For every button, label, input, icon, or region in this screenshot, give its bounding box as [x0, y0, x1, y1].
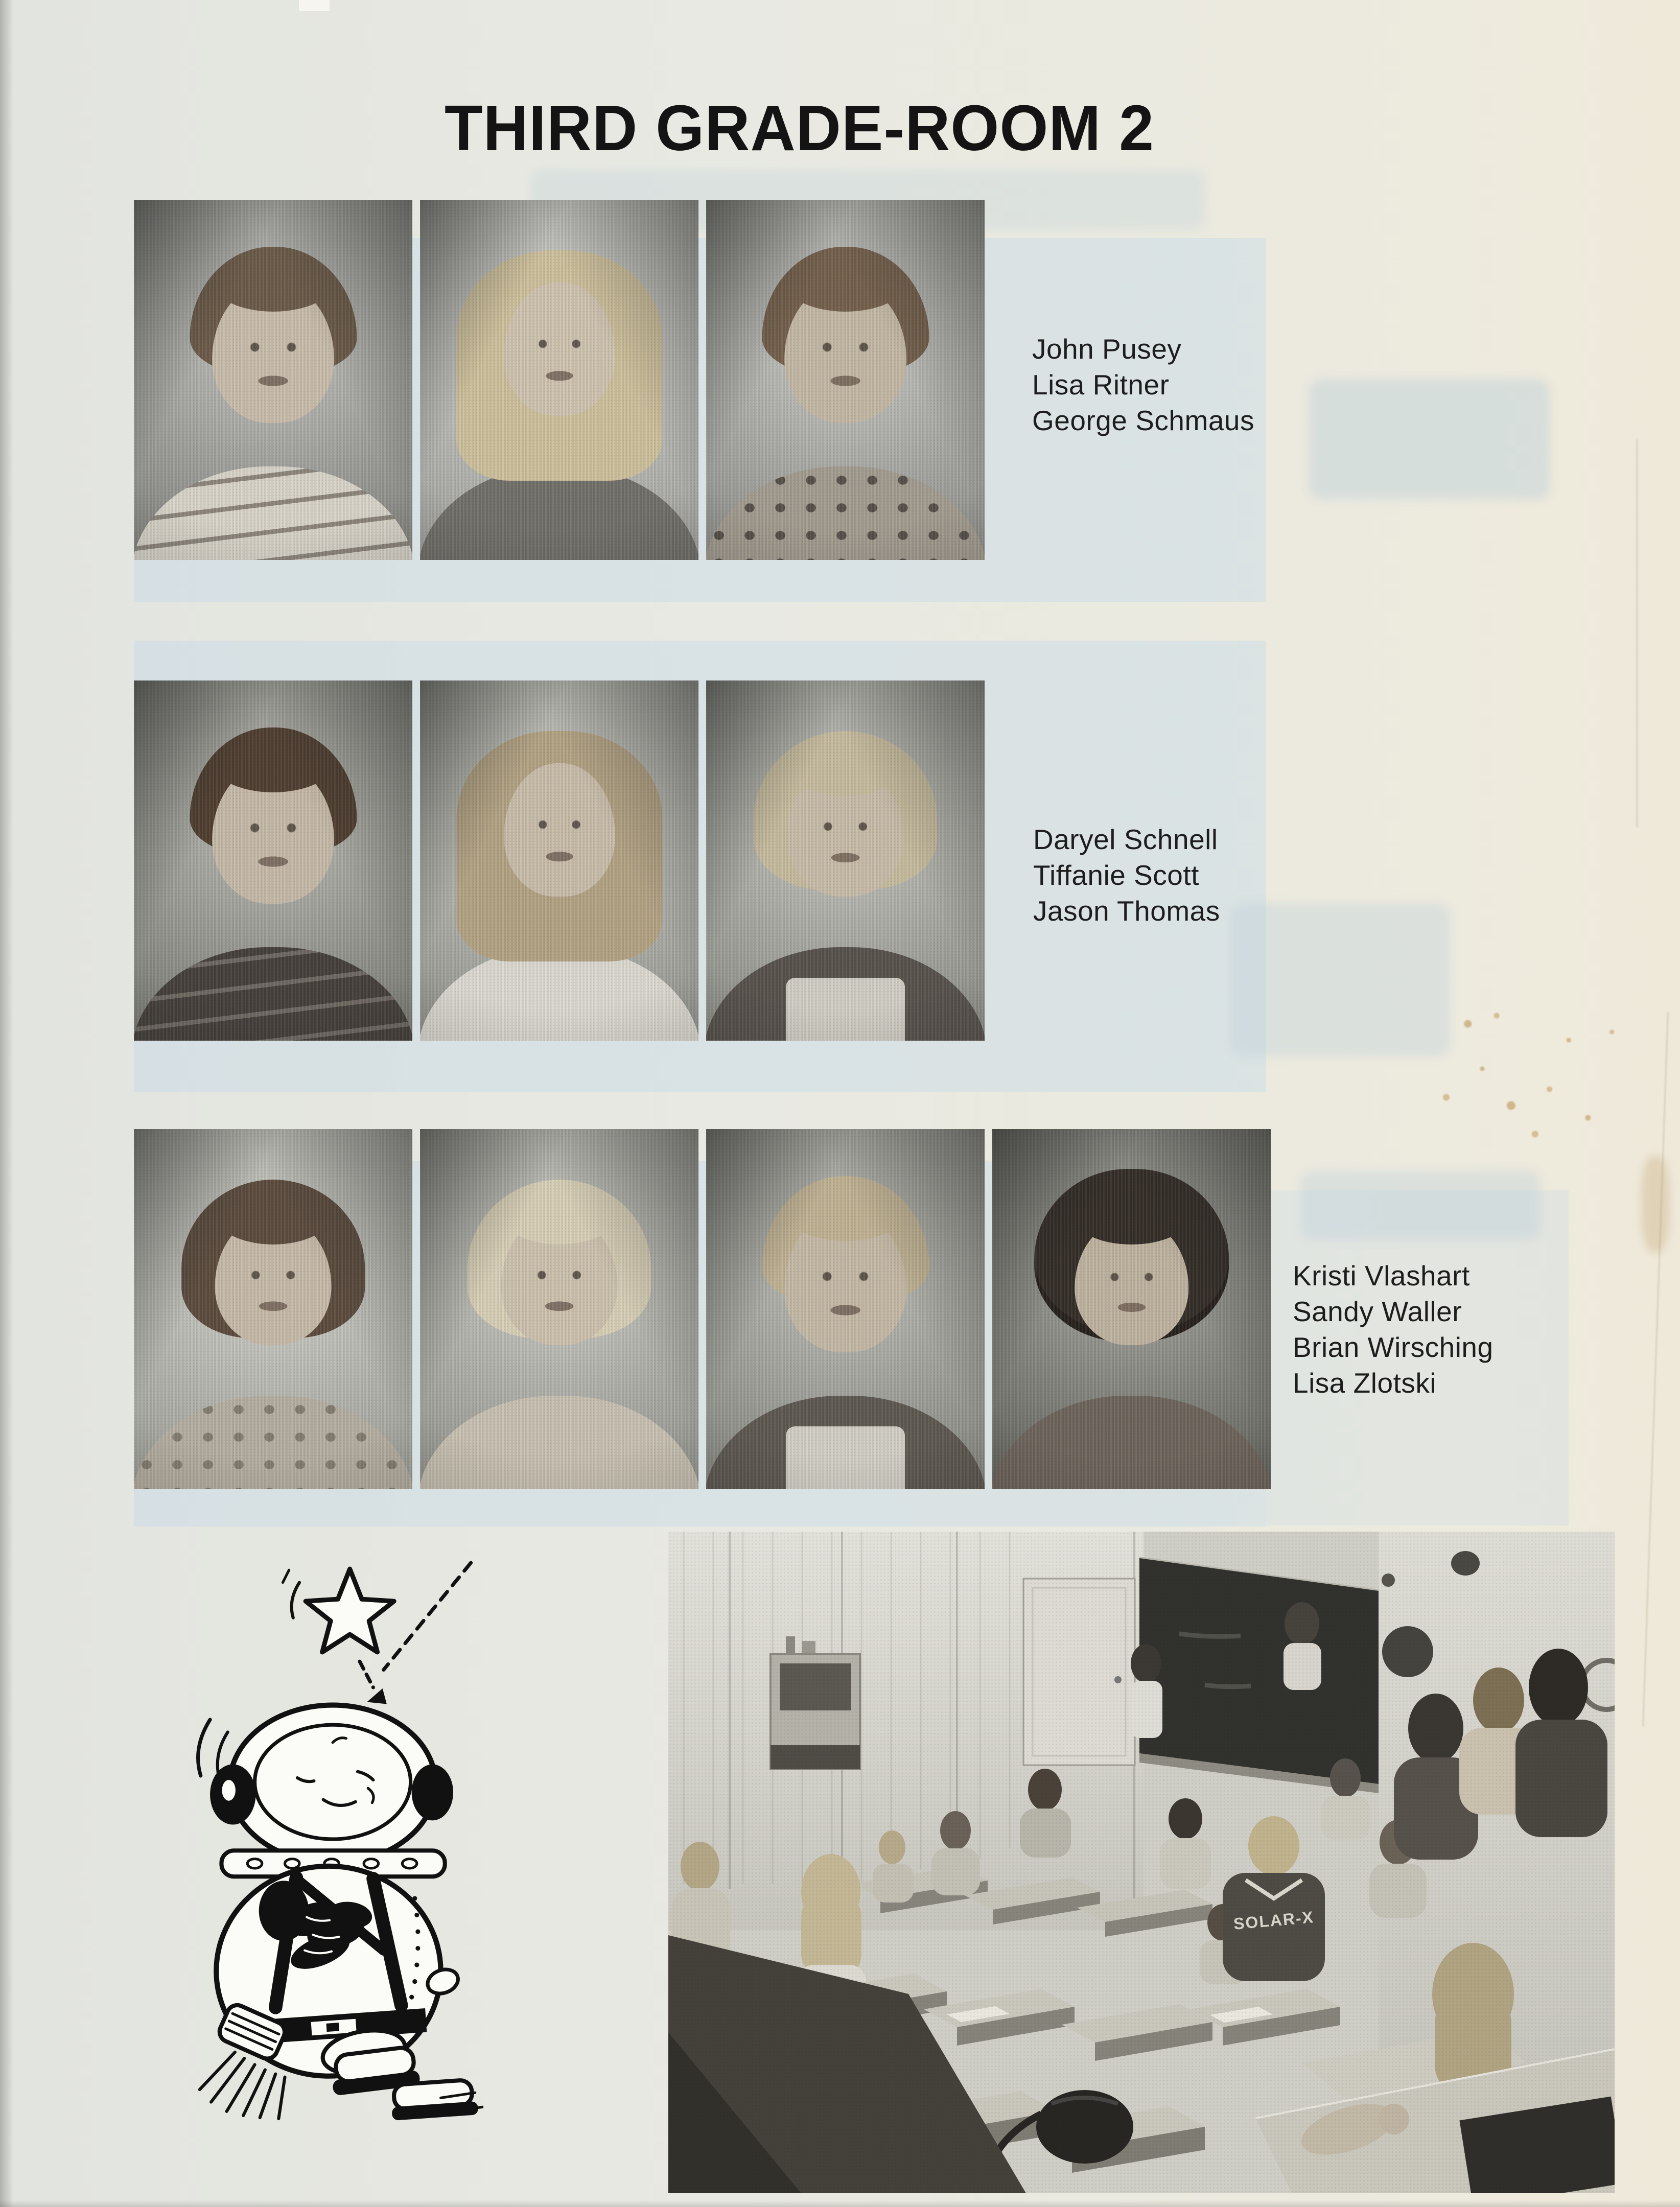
portrait-face: [504, 283, 615, 416]
portrait-shoulders: [420, 1396, 698, 1489]
portrait-hair: [468, 1180, 651, 1338]
student-back-right: [1284, 1602, 1321, 1690]
portrait-hair: [762, 1176, 929, 1306]
name-list-row-2: [1033, 821, 1220, 929]
student-photo-john-pusey: [134, 200, 412, 560]
halftone-texture: [706, 680, 985, 1041]
wall-heart-decoration: [1451, 1551, 1480, 1576]
boots: [319, 2025, 479, 2121]
portrait-face: [215, 1215, 332, 1345]
foxing-stain: [1410, 971, 1650, 1175]
paper-crease: [1636, 439, 1638, 828]
student-photo-lisa-ritner: [420, 200, 698, 560]
name-list-row-1: [1032, 331, 1254, 438]
portrait-bang: [211, 760, 336, 792]
portrait-face: [501, 1215, 618, 1345]
student-photo-daryel-schnell: [134, 680, 412, 1041]
portrait-face: [212, 763, 335, 904]
scan-edge-shadow: [0, 0, 13, 2207]
portrait-hair: [754, 731, 938, 889]
portrait-bang: [211, 279, 336, 311]
portrait-hair: [181, 1180, 365, 1338]
portrait-face: [212, 283, 335, 423]
portrait-shoulders: [706, 1396, 985, 1489]
portrait-bang: [783, 1208, 908, 1240]
photo-row-2: [134, 680, 985, 1041]
earmuff-right: [412, 1765, 453, 1821]
portrait-shoulders: [134, 466, 412, 560]
portrait-bang: [783, 279, 908, 311]
page-title: THIRD GRADE-ROOM 2: [445, 92, 1155, 164]
astronaut-cartoon: [177, 1559, 483, 2121]
halftone-texture: [420, 1129, 698, 1489]
student-photo-brian-wirsching: [706, 1129, 985, 1489]
photo-row-1: [134, 200, 985, 560]
student-photo-sandy-waller: [420, 1129, 698, 1489]
portrait-shoulders: [706, 466, 985, 560]
student-name: Lisa Zlotski: [1293, 1367, 1437, 1399]
student-name: John Pusey: [1032, 333, 1182, 365]
halftone-texture: [706, 200, 985, 560]
portrait-hair: [190, 247, 357, 377]
portrait-shoulders: [420, 947, 698, 1041]
portrait-hair: [1034, 1169, 1229, 1342]
name-list-row-3: [1293, 1258, 1494, 1401]
portrait-shoulders: [134, 1396, 412, 1489]
ghost-text-blur: [1300, 1171, 1541, 1240]
student-name: George Schmaus: [1032, 405, 1254, 436]
portrait-hair: [456, 731, 662, 961]
halftone-texture: [134, 200, 412, 560]
classroom-door: [1023, 1579, 1135, 1765]
student-name: Tiffanie Scott: [1033, 859, 1199, 891]
student-name: Daryel Schnell: [1033, 824, 1218, 855]
photo-row-3: [134, 1129, 1271, 1489]
student-name: Sandy Waller: [1293, 1296, 1462, 1327]
dashed-beam: [360, 1563, 471, 1704]
portrait-bang: [1073, 1215, 1190, 1244]
portrait-face: [787, 767, 904, 897]
halftone-texture: [992, 1129, 1271, 1489]
halftone-texture: [706, 1129, 985, 1489]
portrait-bang: [785, 763, 905, 795]
scan-notch: [299, 0, 330, 11]
portrait-shoulders: [992, 1396, 1271, 1489]
student-photo-kristi-vlashart: [134, 1129, 412, 1489]
scan-edge-shadow: [0, 2200, 1680, 2207]
helmet: [210, 1705, 453, 1863]
portrait-bang: [213, 1212, 333, 1244]
portrait-hair: [456, 250, 662, 481]
shirt-print-text: SOLAR-X: [1232, 1908, 1315, 1933]
student-name: Brian Wirsching: [1293, 1331, 1494, 1363]
student-at-board: [1131, 1644, 1162, 1738]
halftone-texture: [134, 1129, 412, 1489]
portrait-face: [504, 763, 615, 897]
classroom-photo: [668, 1532, 1615, 2193]
halftone-texture: [134, 680, 412, 1041]
chalkboard: [1139, 1558, 1379, 1793]
portrait-hair: [190, 727, 357, 857]
shelf-unit: [771, 1636, 860, 1769]
student-name: Jason Thomas: [1033, 895, 1220, 927]
ghost-text-blur: [1309, 379, 1549, 499]
portrait-shoulders: [706, 947, 985, 1041]
student-photo-jason-thomas: [706, 680, 985, 1041]
student-name: Lisa Ritner: [1032, 369, 1170, 401]
foxing-stain: [1641, 1156, 1670, 1253]
student-photo-tiffanie-scott: [420, 680, 698, 1041]
portrait-face: [784, 283, 907, 423]
wall-speaker: [1382, 1626, 1433, 1677]
portrait-bang: [499, 1212, 619, 1244]
portrait-face: [784, 1212, 907, 1352]
star-icon: [283, 1569, 394, 1652]
student-photo-lisa-zlotski: [992, 1129, 1271, 1489]
halftone-texture: [420, 680, 698, 1041]
portrait-shoulders: [134, 947, 412, 1041]
portrait-shoulders: [420, 466, 698, 560]
student-name: Kristi Vlashart: [1293, 1260, 1470, 1292]
portrait-face: [1075, 1219, 1188, 1345]
portrait-hair: [762, 247, 929, 377]
halftone-texture: [420, 200, 698, 560]
student-photo-george-schmaus: [706, 200, 985, 560]
